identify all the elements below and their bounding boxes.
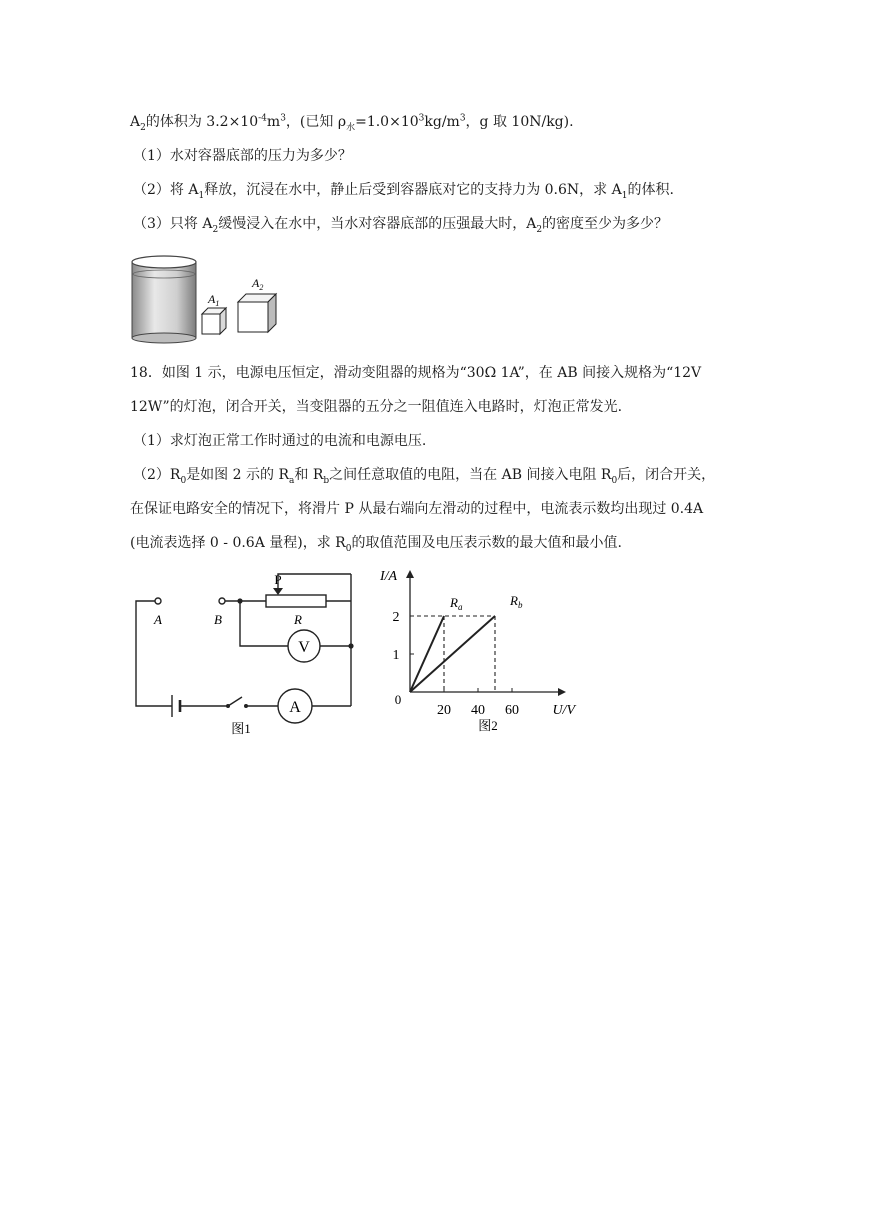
origin-label: 0 [394, 692, 402, 707]
x-tick-label: 40 [471, 703, 485, 718]
label-b: B [214, 612, 222, 627]
q18-text: 和 R [294, 467, 324, 483]
q17-part1: （1）水对容器底部的压力为多少？ [133, 148, 352, 164]
q17-text: ，(已知 ρ [285, 114, 347, 130]
q18-part2-line2: 在保证电路安全的情况下，将滑片 P 从最右端向左滑动的过程中，电流表示数均出现过 0.4A [130, 501, 704, 517]
q17-text: 的体积. [627, 182, 674, 198]
q18-text: (电流表选择 0 - 0.6A 量程)，求 R [130, 535, 346, 551]
q18-text: 的取值范围及电压表示数的最大值和最小值. [351, 535, 622, 551]
q17-text: （2）将 A [133, 182, 199, 198]
figure1-caption: 图1 [231, 721, 251, 736]
block-a1 [202, 292, 226, 334]
water-container [132, 256, 196, 343]
q17-sub: 1 [621, 190, 628, 201]
q17-part3 [133, 214, 668, 234]
q18-text: （2）R [133, 467, 181, 483]
y-axis-label: I/A [380, 569, 398, 584]
iu-graph-figure [370, 562, 590, 740]
q17-sub: 2 [140, 122, 146, 133]
q18-sub: 0 [345, 543, 352, 554]
switch-contact [244, 704, 248, 708]
container-blocks-figure [128, 252, 288, 344]
q17-sub: 2 [212, 224, 219, 235]
label-a: A [154, 612, 162, 627]
voltmeter-label: V [298, 639, 310, 656]
q17-sup: 3 [418, 113, 425, 124]
q17-text: A [130, 114, 141, 130]
series-line-ra [410, 616, 444, 692]
junction-dot [348, 643, 353, 648]
switch-blade [228, 697, 242, 706]
q17-text: =1.0×10 [355, 114, 419, 130]
q17-text: 的密度至少为多少？ [542, 216, 669, 232]
x-axis-arrow [558, 688, 566, 696]
q17-part2 [133, 180, 674, 200]
q17-text: kg/m [424, 114, 460, 130]
q18-sub: b [323, 475, 330, 486]
q17-text: m [266, 114, 281, 130]
y-tick-label: 1 [392, 648, 400, 663]
q18-line2: 12W”的灯泡，闭合开关，当变阻器的五分之一阻值连入电路时，灯泡正常发光. [130, 399, 623, 415]
circuit-figure [128, 566, 368, 738]
q17-text: ，g 取 10N/kg). [465, 114, 574, 130]
label-rb: $R_b$ [510, 593, 523, 610]
chart-plot-area [393, 570, 567, 718]
q18-sub: 0 [180, 475, 187, 486]
q17-text: 的体积为 3.2×10 [145, 114, 259, 130]
switch-pivot [226, 704, 230, 708]
q17-sub: 2 [536, 224, 543, 235]
q17-sup: 3 [459, 113, 466, 124]
q18-part1: （1）求灯泡正常工作时通过的电流和电源电压. [133, 433, 427, 449]
q17-sub: 1 [198, 190, 205, 201]
x-tick-label: 20 [437, 703, 451, 718]
label-ra: $R_a$ [450, 595, 463, 612]
q17-sub: 水 [346, 122, 356, 133]
q18-part2 [133, 465, 715, 485]
terminal-a [155, 598, 161, 604]
junction-dot [237, 598, 242, 603]
rheostat-r [266, 595, 326, 607]
q17-text: 释放，沉浸在水中，静止后受到容器底对它的支持力为 0.6N，求 A [204, 182, 622, 198]
q18-sub: a [289, 475, 295, 486]
label-r: R [294, 612, 302, 627]
label-a1: $A_1$ [208, 292, 220, 308]
x-tick-label: 60 [505, 703, 519, 718]
y-tick-label: 2 [392, 610, 400, 625]
q17-text: （3）只将 A [133, 216, 213, 232]
figure2-caption: 图2 [478, 718, 498, 733]
terminal-b [219, 598, 225, 604]
q18-sub: 0 [611, 475, 618, 486]
q17-sup: 3 [280, 113, 286, 124]
q18-text: 后，闭合开关， [617, 467, 716, 483]
q18-text: 是如图 2 示的 R [186, 467, 289, 483]
x-axis-label: U/V [552, 703, 575, 718]
q18-text: 之间任意取值的电阻，当在 AB 间接入电阻 R [329, 467, 612, 483]
q17-text: 缓慢浸入在水中，当水对容器底部的压强最大时，A [218, 216, 537, 232]
slider-arrow [273, 588, 283, 595]
y-axis-arrow [406, 570, 414, 578]
q17-sup: -4 [258, 113, 267, 124]
label-p: P [274, 572, 282, 587]
ammeter-label: A [289, 699, 301, 716]
label-a2: $A_2$ [252, 276, 264, 292]
block-a2 [238, 276, 276, 332]
q18-line1: 18．如图 1 示，电源电压恒定，滑动变阻器的规格为“30Ω 1A”，在 AB 间接入规格为“12V [130, 365, 702, 381]
q18-part2-line3 [130, 533, 622, 553]
q17-line1 [130, 112, 574, 132]
series-line-rb [410, 616, 495, 692]
